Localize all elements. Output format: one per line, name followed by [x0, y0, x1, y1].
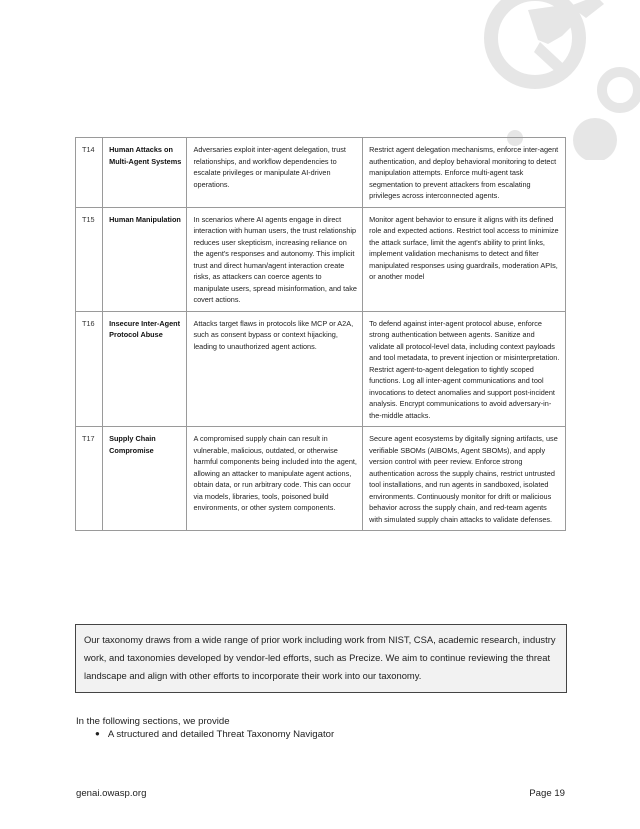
- table-row: [76, 207, 566, 311]
- list-item-text: A structured and detailed Threat Taxonomy Navigator: [107, 729, 335, 740]
- table-row: [76, 427, 566, 531]
- footer-site: genai.owasp.org: [76, 788, 147, 799]
- bullet-dot-icon: ●: [95, 729, 100, 738]
- list-item: [95, 729, 334, 740]
- threat-mitigation: To defend against inter-agent protocol abuse, enforce strong authentication between agents. Sanitize and validate all protocol-level data, including context payloads and tool metadata, to prevent injection or misinterpretation. Restrict agent-to-agent delegation to tightly scoped functions. Log all inter-agent communications and tool invocations to detect anomalies and support post-incident analysis. Encrypt communications to avoid adversary-in-the-middle attacks.: [363, 311, 566, 427]
- threat-name: Human Manipulation: [103, 207, 187, 311]
- threat-description: A compromised supply chain can result in vulnerable, malicious, outdated, or otherwise harmful components being included into the agent, allowing an attacker to manipulate agent actions, obtain data, or run arbitrary code. This can occur via models, libraries, tools, poisoned build environments, or other system components.: [187, 427, 363, 531]
- threat-id: T16: [76, 311, 103, 427]
- threat-table: [75, 137, 566, 531]
- threat-id: T14: [76, 138, 103, 208]
- threat-description: In scenarios where AI agents engage in direct interaction with human users, the trust relationship reduces user skepticism, increasing reliance on the agent's responses and autonomy. This implicit trust and direct human/agent interaction create risks, as attackers can coerce agents to manipulate users, spread misinformation, and take covert actions.: [187, 207, 363, 311]
- threat-name: Human Attacks on Multi-Agent Systems: [103, 138, 187, 208]
- taxonomy-callout-box: Our taxonomy draws from a wide range of prior work including work from NIST, CSA, academic research, industry work, and taxonomies developed by vendor-led efforts, such as Precize. We aim to continue reviewing the threat landscape and align with other efforts to incorporate their work into our taxonomy.: [75, 624, 567, 693]
- table-row: [76, 138, 566, 208]
- threat-description: Adversaries exploit inter-agent delegation, trust relationships, and workflow dependencies to escalate privileges or manipulate AI-driven operations.: [187, 138, 363, 208]
- threat-mitigation: Monitor agent behavior to ensure it aligns with its defined role and expected actions. Restrict tool access to minimize the attack surface, limit the agent's ability to print links, implement validation mechanisms to detect and filter manipulated responses using guardrails, moderation APIs, or another model: [363, 207, 566, 311]
- threat-id: T17: [76, 427, 103, 531]
- threat-mitigation: Restrict agent delegation mechanisms, enforce inter-agent authentication, and deploy behavioral monitoring to detect manipulation attempts. Enforce multi-agent task segmentation to prevent attackers from escalating privileges across interconnected agents.: [363, 138, 566, 208]
- threat-mitigation: Secure agent ecosystems by digitally signing artifacts, use verifiable SBOMs (AIBOMs, Agent SBOMs), and apply version control with peer review. Enforce strong authentication across the supply chains, restrict untrusted tool installations, and run agents in sandboxed, isolated environments. Continuously monitor for drift or malicious behavior across the supply chain, and red-team agents with simulated supply chain attacks to validate defenses.: [363, 427, 566, 531]
- threat-name: Supply Chain Compromise: [103, 427, 187, 531]
- footer-page-number: Page 19: [529, 788, 565, 799]
- threat-description: Attacks target flaws in protocols like MCP or A2A, such as consent bypass or context hijacking, leading to unauthorized agent actions.: [187, 311, 363, 427]
- threat-name: Insecure Inter-Agent Protocol Abuse: [103, 311, 187, 427]
- intro-text: In the following sections, we provide: [76, 716, 230, 727]
- owasp-wasp-logo-icon: [420, 0, 640, 160]
- threat-id: T15: [76, 207, 103, 311]
- table-row: [76, 311, 566, 427]
